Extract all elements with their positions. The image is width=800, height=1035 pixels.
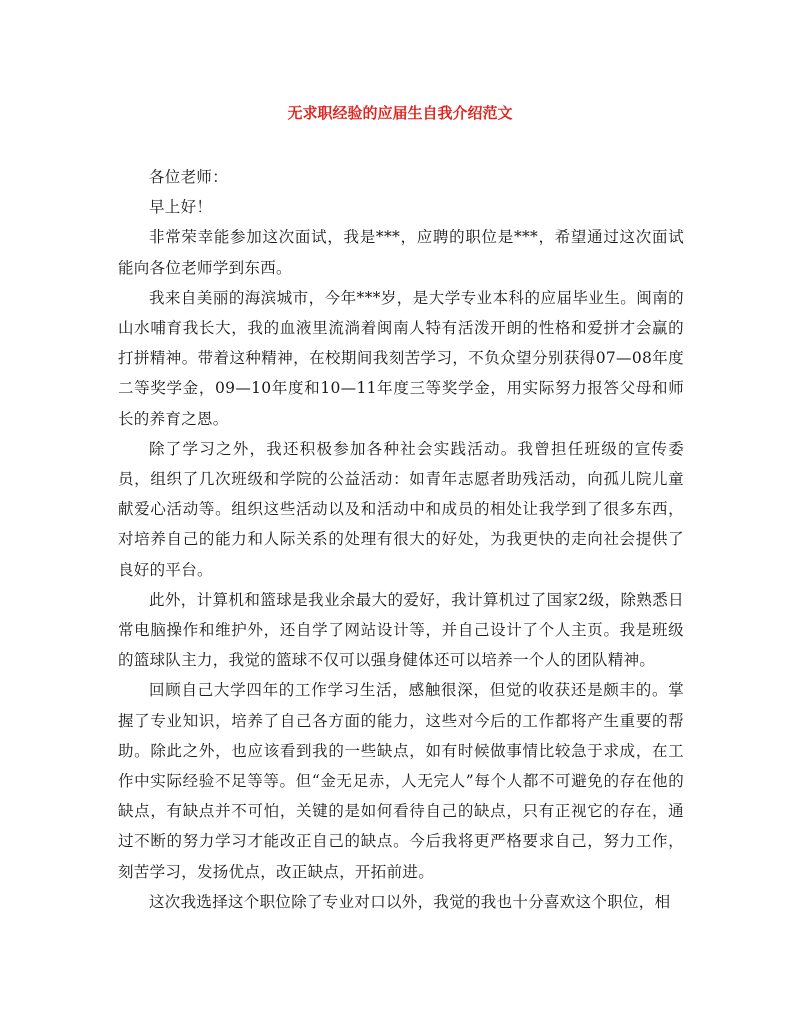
document-body xyxy=(118,162,684,917)
hobbies-paragraph: 此外，计算机和篮球是我业余最大的爱好，我计算机过了国家2级，除熟悉日常电脑操作和维护外，还自学了网站设计等，并自己设计了个人主页。我是班级的篮球队主力，我觉的篮球不仅可以强身健体还可以培养一个人的团队精神。 xyxy=(118,590,684,670)
greeting-paragraph: 早上好！ xyxy=(149,198,213,217)
closing-paragraph: 这次我选择这个职位除了专业对口以外，我觉的我也十分喜欢这个职位，相 xyxy=(149,892,671,911)
reflection-paragraph: 回顾自己大学四年的工作学习生活，感触很深，但觉的收获还是颇丰的。掌握了专业知识，培养了自己各方面的能力，这些对今后的工作都将产生重要的帮助。除此之外，也应该看到我的一些缺点，如有时候做事情比较急于求成，在工作中实际经验不足等等。但“金无足赤，人无完人”每个人都不可避免的存在他的缺点，有缺点并不可怕，关键的是如何看待自己的缺点，只有正视它的存在，通过不断的努力学习才能改正自己的缺点。今后我将更严格要求自己，努力工作，刻苦学习，发扬优点，改正缺点，开拓前进。 xyxy=(118,681,684,881)
document-title: 无求职经验的应届生自我介绍范文 xyxy=(287,104,513,122)
background-paragraph: 我来自美丽的海滨城市，今年***岁，是大学专业本科的应届毕业生。闽南的山水哺育我长大，我的血液里流淌着闽南人特有活泼开朗的性格和爱拼才会赢的打拼精神。带着这种精神，在校期间我刻苦学习，不负众望分别获得07—08年度二等奖学金，09—10年度和10—11年度三等奖学金，用实际努力报答父母和师长的养育之恩。 xyxy=(118,288,684,428)
intro-paragraph: 非常荣幸能参加这次面试，我是***，应聘的职位是***，希望通过这次面试能向各位老师学到东西。 xyxy=(118,228,684,277)
salutation-paragraph: 各位老师： xyxy=(149,168,229,186)
activities-paragraph: 除了学习之外，我还积极参加各种社会实践活动。我曾担任班级的宣传委员，组织了几次班级和学院的公益活动：如青年志愿者助残活动，向孤儿院儿童献爱心活动等。组织这些活动以及和活动中和成员的相处让我学到了很多东西，对培养自己的能力和人际关系的处理有很大的好处，为我更快的走向社会提供了良好的平台。 xyxy=(118,439,684,579)
